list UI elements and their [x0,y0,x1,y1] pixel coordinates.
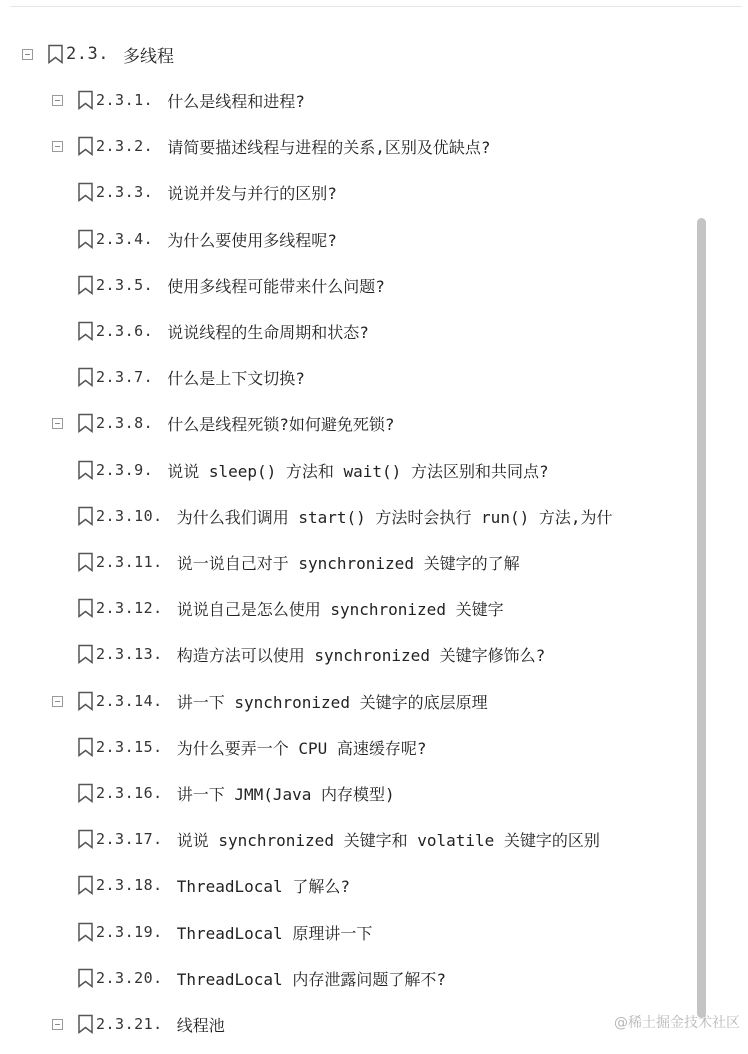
section-title: 多线程 [122,46,174,67]
outline-item-row[interactable] [52,269,385,301]
bookmark-icon [77,275,94,295]
item-title: 讲一下 JMM(Java 内存模型) [176,784,395,804]
bookmark-icon [77,182,94,202]
bookmark-icon [77,506,94,526]
item-title: 使用多线程可能带来什么问题? [167,276,385,296]
outline-item-row[interactable] [52,315,369,347]
outline-item-row[interactable] [52,823,600,855]
bookmark-icon [77,367,94,387]
outline-item-row[interactable] [52,638,545,670]
outline-item-row[interactable] [52,361,305,393]
item-title: ThreadLocal 原理讲一下 [176,923,373,943]
item-title: 什么是线程和进程? [167,91,305,111]
bookmark-icon [77,90,94,110]
bookmark-icon [47,44,64,64]
item-number: 2.3.10. [96,507,163,525]
bookmark-icon [77,229,94,249]
item-number: 2.3.3. [96,183,154,201]
item-title: 说说 synchronized 关键字和 volatile 关键字的区别 [176,830,600,850]
vertical-scrollbar[interactable] [697,218,706,1018]
bookmark-icon [77,644,94,664]
item-title: 为什么要使用多线程呢? [167,230,337,250]
outline-item-row[interactable] [52,84,305,116]
outline-item-row[interactable] [52,916,372,948]
collapse-toggle-icon[interactable] [52,141,63,152]
item-number: 2.3.14. [96,692,163,710]
bookmark-icon [77,737,94,757]
outline-item-row[interactable] [52,223,337,255]
item-number: 2.3.16. [96,784,163,802]
item-number: 2.3.13. [96,645,163,663]
item-number: 2.3.8. [96,414,154,432]
collapse-toggle-icon[interactable] [22,49,33,60]
item-title: 说一说自己对于 synchronized 关键字的了解 [176,553,520,573]
bookmark-icon [77,552,94,572]
outline-item-row[interactable] [52,777,395,809]
outline-item-row[interactable] [52,962,446,994]
bookmark-icon [77,875,94,895]
outline-item-row[interactable] [52,130,490,162]
item-title: ThreadLocal 了解么? [176,876,350,896]
item-title: 为什么我们调用 start() 方法时会执行 run() 方法,为什 [176,507,613,527]
item-title: ThreadLocal 内存泄露问题了解不? [176,969,446,989]
item-number: 2.3.6. [96,322,154,340]
outline-item-row[interactable] [52,731,427,763]
item-title: 构造方法可以使用 synchronized 关键字修饰么? [176,645,546,665]
bookmark-icon [77,922,94,942]
collapse-toggle-icon[interactable] [52,696,63,707]
item-number: 2.3.15. [96,738,163,756]
bookmark-icon [77,321,94,341]
item-title: 线程池 [176,1015,225,1035]
outline-item-row[interactable] [52,592,504,624]
bookmark-icon [77,413,94,433]
item-number: 2.3.19. [96,923,163,941]
bookmark-icon [77,598,94,618]
bookmark-icon [77,783,94,803]
outline-item-row[interactable] [52,500,612,532]
collapse-toggle-icon[interactable] [52,95,63,106]
item-title: 说说自己是怎么使用 synchronized 关键字 [176,599,504,619]
outline-item-row[interactable] [52,869,350,901]
bookmark-icon [77,691,94,711]
bookmark-icon [77,829,94,849]
outline-item-row[interactable] [52,685,488,717]
section-number: 2.3. [66,44,109,64]
item-number: 2.3.5. [96,276,154,294]
item-number: 2.3.7. [96,368,154,386]
bookmark-icon [77,1014,94,1034]
outline-item-row[interactable] [52,454,549,486]
bookmark-icon [77,968,94,988]
item-number: 2.3.20. [96,969,163,987]
item-title: 为什么要弄一个 CPU 高速缓存呢? [176,738,427,758]
item-title: 讲一下 synchronized 关键字的底层原理 [176,692,488,712]
collapse-toggle-icon[interactable] [52,1019,63,1030]
outline-item-row[interactable] [52,407,394,439]
item-number: 2.3.11. [96,553,163,571]
item-number: 2.3.17. [96,830,163,848]
outline-item-row[interactable] [52,176,337,208]
item-title: 说说 sleep() 方法和 wait() 方法区别和共同点? [167,461,549,481]
item-title: 什么是上下文切换? [167,368,305,388]
item-number: 2.3.12. [96,599,163,617]
item-number: 2.3.2. [96,137,154,155]
outline-item-row[interactable] [52,546,520,578]
item-title: 什么是线程死锁?如何避免死锁? [167,414,395,434]
item-number: 2.3.4. [96,230,154,248]
item-title: 说说并发与并行的区别? [167,183,337,203]
item-title: 说说线程的生命周期和状态? [167,322,369,342]
item-number: 2.3.18. [96,876,163,894]
item-number: 2.3.9. [96,461,154,479]
item-number: 2.3.1. [96,91,154,109]
outline-item-row[interactable] [52,1008,225,1040]
watermark: @稀土掘金技术社区 [614,1015,740,1031]
item-title: 请简要描述线程与进程的关系,区别及优缺点? [167,137,491,157]
item-number: 2.3.21. [96,1015,163,1033]
bookmark-icon [77,136,94,156]
collapse-toggle-icon[interactable] [52,418,63,429]
bookmark-icon [77,460,94,480]
outline-section-row[interactable] [22,38,174,70]
